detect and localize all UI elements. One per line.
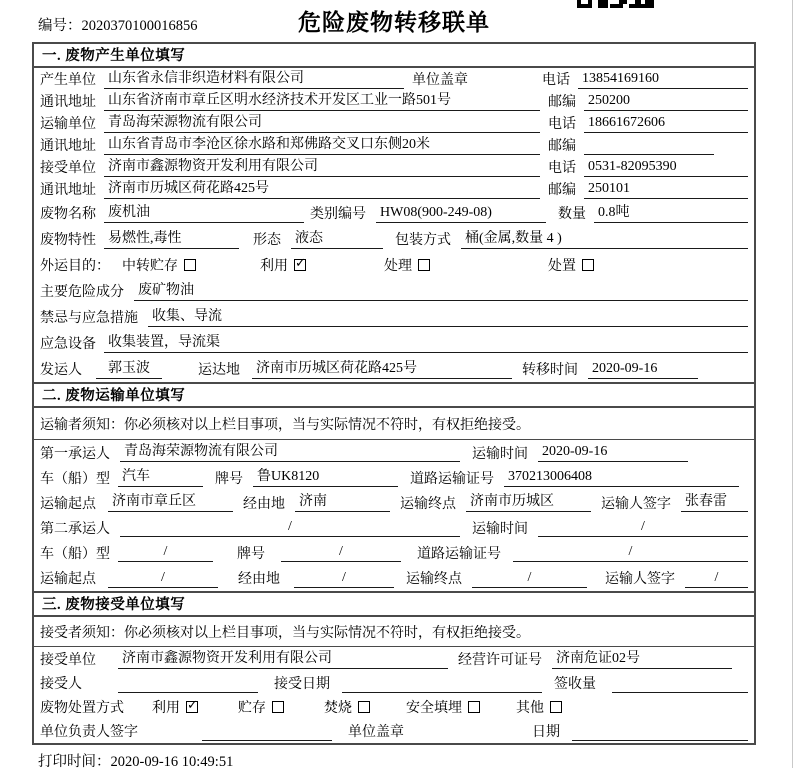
carrier-sign-label: 运输人签字: [601, 496, 671, 512]
treat-checkbox: [418, 259, 430, 271]
plate-no-label: 牌号: [237, 546, 265, 562]
emergency-equipment-label: 应急设备: [40, 337, 96, 352]
use-checkbox: [294, 259, 306, 271]
receiver-zip-field: 250101: [584, 180, 748, 199]
first-carrier-label: 第一承运人: [40, 446, 110, 462]
road-permit2-field: /: [513, 543, 748, 562]
transporter-address-field: 山东省青岛市李沧区徐水路和郑佛路交叉口东侧20米: [104, 136, 540, 155]
origin-label: 运输起点: [40, 572, 96, 587]
disp-storage-checkbox: [272, 701, 284, 713]
shipper-field: 郭玉波: [96, 360, 162, 379]
row-emergency-equipment: [34, 330, 754, 356]
transporter-label: 运输单位: [40, 117, 96, 132]
vehicle-type-label: 车（船）型: [40, 471, 110, 487]
sign-date-field: [572, 722, 748, 741]
row-transporter-notice: [34, 408, 754, 440]
row-vehicle1: [34, 465, 754, 490]
carrier-sign1-field: 张春雷: [681, 493, 748, 512]
section3-title: 三. 废物接受单位填写: [34, 591, 754, 617]
page-title: 危险废物转移联单: [298, 10, 490, 35]
row-route2: [34, 565, 754, 591]
carrier-sign2-field: /: [685, 569, 748, 588]
receive-date-field: [342, 674, 542, 693]
disp-landfill-checkbox: [468, 701, 480, 713]
via2-field: /: [294, 569, 394, 588]
receiver-label: 接受单位: [40, 161, 96, 176]
disp-other-checkbox: [550, 701, 562, 713]
receive-person-field: [118, 674, 258, 693]
phone-label: 电话: [548, 117, 576, 132]
row-receiver-address: [34, 178, 754, 200]
hazard-components-label: 主要危险成分: [40, 285, 124, 300]
row-hazard-components: [34, 278, 754, 304]
plate2-field: /: [281, 543, 401, 562]
zip-label: 邮编: [548, 95, 576, 110]
transfer-time-label: 转移时间: [522, 363, 578, 378]
receive-unit-label: 接受单位: [40, 653, 96, 668]
plate-no-label: 牌号: [215, 471, 243, 487]
row-receive-unit: [34, 647, 754, 671]
seal-label: 单位盖章: [412, 73, 468, 88]
document-header: [32, 4, 756, 38]
plate1-field: 鲁UK8120: [253, 468, 398, 487]
row-waste-traits: [34, 226, 754, 252]
row-receiver: [34, 156, 754, 178]
form-label: 形态: [253, 233, 281, 248]
row-transfer-purpose: [34, 252, 754, 278]
address-label: 通讯地址: [40, 183, 96, 198]
dispose-checkbox: [582, 259, 594, 271]
disp-use-checkbox: [186, 701, 198, 713]
emergency-equipment-field: 收集装置，导流渠: [104, 334, 748, 353]
receiver-notice-text: 接受者须知：你必须核对以上栏目事项，当与实际情况不符时，有权拒绝接受。: [40, 625, 530, 641]
receive-unit-field: 济南市鑫源物资开发利用有限公司: [118, 650, 448, 669]
form-field: 液态: [291, 230, 383, 249]
transporter-zip-field: [584, 136, 714, 155]
zip-label: 邮编: [548, 139, 576, 154]
row-producer: [34, 68, 754, 90]
road-permit-label: 道路运输证号: [417, 546, 501, 562]
contraindications-field: 收集、导流: [148, 308, 748, 327]
first-carrier-field: 青岛海荣源物流有限公司: [120, 443, 460, 462]
date-label: 日期: [532, 725, 560, 740]
row-transporter-address: [34, 134, 754, 156]
terminus1-field: 济南市历城区: [466, 493, 591, 512]
quantity-field: 0.8吨: [594, 204, 748, 223]
vehicle-type2-field: /: [118, 543, 213, 562]
producer-address-field: 山东省济南市章丘区明水经济技术开发区工业一路501号: [104, 92, 540, 111]
row-transporter: [34, 112, 754, 134]
via1-field: 济南: [295, 493, 390, 512]
transit-storage-label: 中转贮存: [122, 259, 178, 274]
transport-time2-field: /: [538, 518, 748, 537]
license-field: 济南危证02号: [552, 650, 732, 669]
producer-zip-field: 250200: [584, 92, 748, 111]
row-producer-address: [34, 90, 754, 112]
section2-title: 二. 废物运输单位填写: [34, 382, 754, 408]
disp-other-label: 其他: [516, 701, 544, 716]
serial-value: 2020370100016856: [81, 18, 198, 34]
treat-label: 处理: [384, 259, 412, 274]
use-label: 利用: [260, 259, 288, 274]
received-qty-field: [612, 674, 748, 693]
transport-time1-field: 2020-09-16: [538, 443, 688, 462]
shipper-label: 发运人: [40, 363, 82, 378]
vehicle-type1-field: 汽车: [118, 468, 203, 487]
transport-time-label: 运输时间: [472, 521, 528, 537]
disp-use-label: 利用: [152, 701, 180, 716]
destination-label: 运达地: [198, 363, 240, 378]
row-contraindications: [34, 304, 754, 330]
responsible-sign-label: 单位负责人签字: [40, 725, 138, 740]
row-vehicle2: [34, 540, 754, 565]
destination-field: 济南市历城区荷花路425号: [252, 360, 512, 379]
disp-incinerate-checkbox: [358, 701, 370, 713]
serial-label: 编号：: [38, 18, 82, 34]
transporter-notice-text: 运输者须知：你必须核对以上栏目事项，当与实际情况不符时，有权拒绝接受。: [40, 417, 530, 433]
second-carrier-label: 第二承运人: [40, 521, 110, 537]
transporter-phone-field: 18661672606: [584, 114, 748, 133]
row-second-carrier: [34, 515, 754, 540]
page-edge-line: [792, 0, 793, 768]
print-time-label: 打印时间：: [38, 754, 111, 770]
origin-label: 运输起点: [40, 496, 96, 512]
row-shipper: [34, 356, 754, 382]
disposal-method-label: 废物处置方式: [40, 701, 124, 716]
waste-traits-field: 易燃性,毒性: [104, 230, 239, 249]
producer-field: 山东省永信非织造材料有限公司: [104, 70, 404, 89]
terminus-label: 运输终点: [400, 496, 456, 512]
producer-label: 产生单位: [40, 73, 96, 88]
row-responsible-sign: [34, 719, 754, 743]
row-disposal-method: [34, 695, 754, 719]
receiver-phone-field: 0531-82095390: [584, 158, 748, 177]
phone-label: 电话: [542, 73, 570, 88]
print-time-value: 2020-09-16 10:49:51: [110, 754, 234, 770]
producer-phone-field: 13854169160: [578, 70, 748, 89]
address-label: 通讯地址: [40, 95, 96, 110]
row-route1: [34, 490, 754, 515]
via-label: 经由地: [238, 572, 280, 587]
packing-label: 包装方式: [395, 233, 451, 248]
disp-landfill-label: 安全填埋: [406, 701, 462, 716]
row-first-carrier: [34, 440, 754, 465]
road-permit1-field: 370213006408: [504, 468, 739, 487]
unit-seal-label: 单位盖章: [348, 725, 404, 740]
waste-name-field: 废机油: [104, 204, 304, 223]
terminus2-field: /: [472, 569, 587, 588]
address-label: 通讯地址: [40, 139, 96, 154]
transfer-date-field: 2020-09-16: [588, 360, 698, 379]
origin2-field: /: [108, 569, 218, 588]
disp-storage-label: 贮存: [238, 701, 266, 716]
receiver-field: 济南市鑫源物资开发利用有限公司: [104, 158, 540, 177]
responsible-sign-field: [202, 722, 332, 741]
category-code-label: 类别编号: [310, 207, 366, 222]
receiver-address-field: 济南市历城区荷花路425号: [104, 180, 540, 199]
terminus-label: 运输终点: [406, 572, 462, 587]
purpose-label: 外运目的：: [40, 259, 110, 274]
zip-label: 邮编: [548, 183, 576, 198]
phone-label: 电话: [548, 161, 576, 176]
disp-incinerate-label: 焚烧: [324, 701, 352, 716]
second-carrier-field: /: [120, 518, 460, 537]
license-no-label: 经营许可证号: [458, 653, 542, 668]
receive-date-label: 接受日期: [274, 677, 330, 692]
dispose-label: 处置: [548, 259, 576, 274]
transporter-field: 青岛海荣源物流有限公司: [104, 114, 540, 133]
section1-title: 一. 废物产生单位填写: [34, 44, 754, 68]
transfer-form: [32, 42, 756, 745]
road-permit-label: 道路运输证号: [410, 471, 494, 487]
origin1-field: 济南市章丘区: [108, 493, 233, 512]
row-receive-person: [34, 671, 754, 695]
vehicle-type-label: 车（船）型: [40, 546, 110, 562]
carrier-sign-label: 运输人签字: [605, 572, 675, 587]
via-label: 经由地: [243, 496, 285, 512]
received-qty-label: 签收量: [554, 677, 596, 692]
contraindications-label: 禁忌与应急措施: [40, 311, 138, 326]
transport-time-label: 运输时间: [472, 446, 528, 462]
waste-name-label: 废物名称: [40, 207, 96, 222]
row-receiver-notice: [34, 617, 754, 647]
packing-field: 桶(金属,数量 4 ): [461, 230, 748, 249]
row-waste-name: [34, 200, 754, 226]
transit-storage-checkbox: [184, 259, 196, 271]
hazard-components-field: 废矿物油: [134, 282, 748, 301]
waste-traits-label: 废物特性: [40, 233, 96, 248]
receive-person-label: 接受人: [40, 677, 82, 692]
category-code-field: HW08(900-249-08): [376, 204, 546, 223]
quantity-label: 数量: [558, 207, 586, 222]
